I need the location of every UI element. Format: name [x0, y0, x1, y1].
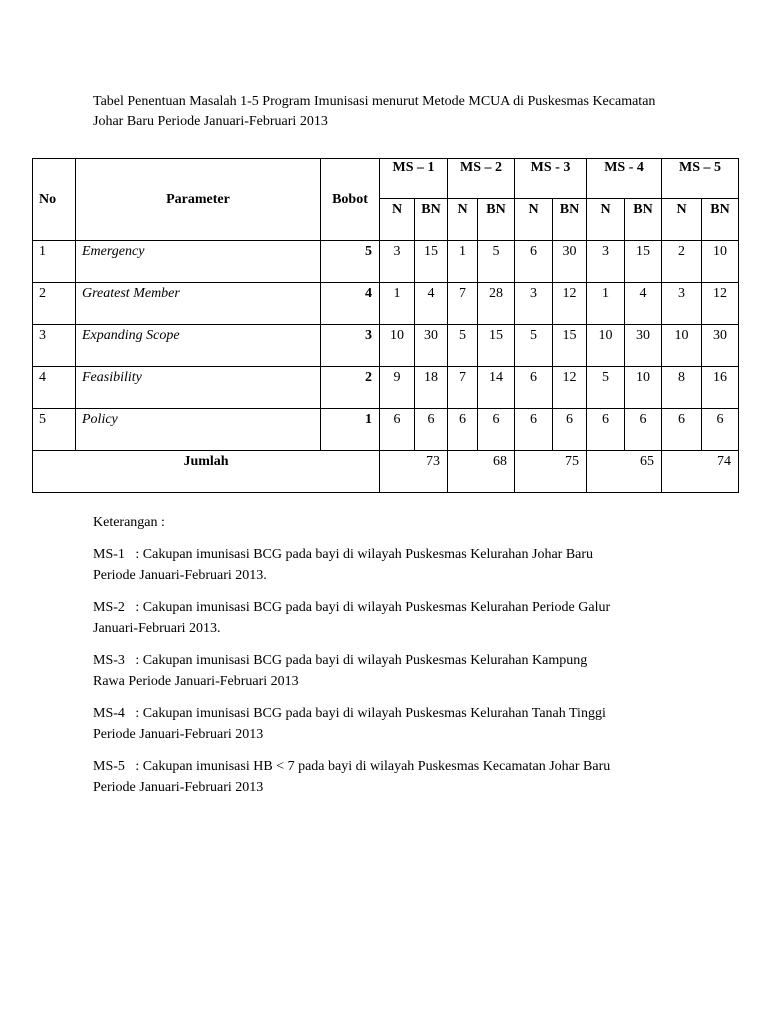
note-ms-4 [93, 703, 693, 745]
cell-n: 1 [587, 283, 625, 325]
cell-n: 5 [448, 325, 478, 367]
row-bobot: 2 [321, 367, 380, 409]
header-bn: BN [478, 199, 515, 241]
note-ms-3 [93, 650, 693, 692]
cell-n: 6 [380, 409, 415, 451]
cell-n: 5 [515, 325, 553, 367]
cell-bn: 4 [415, 283, 448, 325]
cell-bn: 6 [415, 409, 448, 451]
header-n: N [380, 199, 415, 241]
note-line: MS-5 : Cakupan imunisasi HB < 7 pada bayi di wilayah Puskesmas Kecamatan Johar Baru [93, 759, 611, 774]
row-bobot: 3 [321, 325, 380, 367]
cell-bn: 12 [553, 367, 587, 409]
cell-bn: 10 [702, 241, 739, 283]
jumlah-ms-4: 65 [587, 451, 662, 493]
row-no: 1 [33, 241, 76, 283]
note-ms-5 [93, 756, 693, 798]
row-parameter: Greatest Member [76, 283, 321, 325]
header-bobot: Bobot [321, 159, 380, 241]
cell-bn: 16 [702, 367, 739, 409]
note-line: MS-3 : Cakupan imunisasi BCG pada bayi di wilayah Puskesmas Kelurahan Kampung [93, 653, 588, 668]
header-bn: BN [702, 199, 739, 241]
document-title [93, 92, 693, 132]
cell-n: 10 [587, 325, 625, 367]
header-n: N [515, 199, 553, 241]
cell-bn: 15 [415, 241, 448, 283]
cell-bn: 30 [702, 325, 739, 367]
cell-n: 6 [587, 409, 625, 451]
row-bobot: 4 [321, 283, 380, 325]
header-n: N [662, 199, 702, 241]
note-line: Periode Januari-Februari 2013. [93, 568, 267, 583]
cell-n: 9 [380, 367, 415, 409]
row-no: 5 [33, 409, 76, 451]
header-row-1 [33, 159, 739, 199]
jumlah-ms-5: 74 [662, 451, 739, 493]
header-ms-1: MS – 1 [380, 159, 448, 199]
row-no: 4 [33, 367, 76, 409]
header-ms-5: MS – 5 [662, 159, 739, 199]
note-line: Periode Januari-Februari 2013 [93, 727, 264, 742]
cell-n: 10 [662, 325, 702, 367]
note-ms-2 [93, 597, 693, 639]
title-line-2: Johar Baru Periode Januari-Februari 2013 [93, 114, 328, 129]
cell-bn: 28 [478, 283, 515, 325]
note-line: Rawa Periode Januari-Februari 2013 [93, 674, 299, 689]
cell-n: 6 [515, 367, 553, 409]
header-n: N [587, 199, 625, 241]
header-bn: BN [625, 199, 662, 241]
cell-bn: 30 [553, 241, 587, 283]
table-row [33, 241, 739, 283]
header-n: N [448, 199, 478, 241]
header-ms-3: MS - 3 [515, 159, 587, 199]
table-row [33, 409, 739, 451]
notes-heading: Keterangan : [93, 515, 165, 530]
cell-bn: 15 [553, 325, 587, 367]
cell-bn: 6 [625, 409, 662, 451]
jumlah-label: Jumlah [33, 451, 380, 493]
header-ms-4: MS - 4 [587, 159, 662, 199]
cell-n: 1 [448, 241, 478, 283]
cell-n: 1 [380, 283, 415, 325]
cell-n: 6 [662, 409, 702, 451]
cell-n: 2 [662, 241, 702, 283]
table-row [33, 283, 739, 325]
cell-bn: 14 [478, 367, 515, 409]
note-line: Periode Januari-Februari 2013 [93, 780, 264, 795]
row-parameter: Expanding Scope [76, 325, 321, 367]
header-no: No [33, 159, 76, 241]
row-no: 3 [33, 325, 76, 367]
note-line: Januari-Februari 2013. [93, 621, 221, 636]
row-parameter: Policy [76, 409, 321, 451]
cell-n: 3 [515, 283, 553, 325]
note-ms-1 [93, 544, 693, 586]
cell-n: 3 [587, 241, 625, 283]
cell-n: 6 [515, 409, 553, 451]
note-line: MS-1 : Cakupan imunisasi BCG pada bayi di wilayah Puskesmas Kelurahan Johar Baru [93, 547, 594, 562]
jumlah-ms-3: 75 [515, 451, 587, 493]
header-bn: BN [553, 199, 587, 241]
cell-bn: 30 [625, 325, 662, 367]
cell-n: 3 [380, 241, 415, 283]
row-bobot: 5 [321, 241, 380, 283]
row-no: 2 [33, 283, 76, 325]
cell-n: 8 [662, 367, 702, 409]
row-parameter: Emergency [76, 241, 321, 283]
cell-bn: 6 [478, 409, 515, 451]
cell-n: 7 [448, 283, 478, 325]
notes-section [93, 512, 693, 809]
cell-bn: 12 [553, 283, 587, 325]
mcua-table [32, 158, 739, 493]
cell-n: 3 [662, 283, 702, 325]
note-line: MS-4 : Cakupan imunisasi BCG pada bayi di wilayah Puskesmas Kelurahan Tanah Tinggi [93, 706, 606, 721]
cell-bn: 5 [478, 241, 515, 283]
cell-n: 6 [448, 409, 478, 451]
table-row [33, 367, 739, 409]
cell-n: 7 [448, 367, 478, 409]
jumlah-row [33, 451, 739, 493]
cell-bn: 15 [625, 241, 662, 283]
cell-bn: 30 [415, 325, 448, 367]
cell-n: 6 [515, 241, 553, 283]
header-ms-2: MS – 2 [448, 159, 515, 199]
cell-bn: 10 [625, 367, 662, 409]
header-bn: BN [415, 199, 448, 241]
note-line: MS-2 : Cakupan imunisasi BCG pada bayi di wilayah Puskesmas Kelurahan Periode Galur [93, 600, 611, 615]
jumlah-ms-2: 68 [448, 451, 515, 493]
table-row [33, 325, 739, 367]
row-parameter: Feasibility [76, 367, 321, 409]
header-parameter: Parameter [76, 159, 321, 241]
cell-n: 10 [380, 325, 415, 367]
cell-bn: 15 [478, 325, 515, 367]
row-bobot: 1 [321, 409, 380, 451]
cell-bn: 18 [415, 367, 448, 409]
cell-n: 5 [587, 367, 625, 409]
title-line-1: Tabel Penentuan Masalah 1-5 Program Imunisasi menurut Metode MCUA di Puskesmas Kecamatan [93, 94, 656, 109]
cell-bn: 6 [553, 409, 587, 451]
jumlah-ms-1: 73 [380, 451, 448, 493]
cell-bn: 6 [702, 409, 739, 451]
cell-bn: 4 [625, 283, 662, 325]
cell-bn: 12 [702, 283, 739, 325]
